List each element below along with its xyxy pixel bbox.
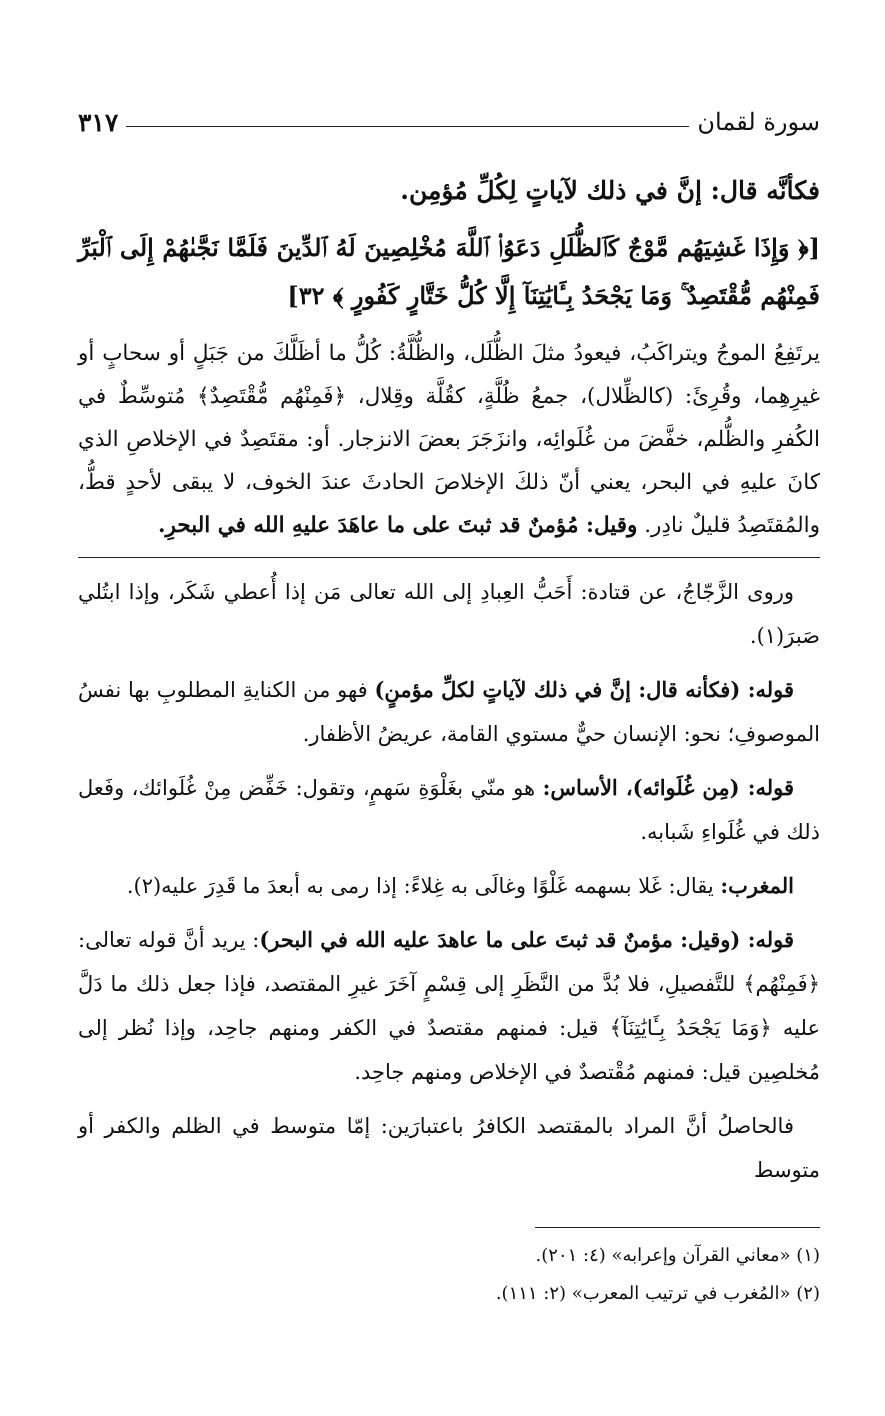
tafsir-text: يرتَفِعُ الموجُ ويتراكَبُ، فيعودُ مثلَ الظُّلَل، والظُّلَّةُ: كُلُّ ما أظَلَّكَ من جَبَلٍ أو سحابٍ أو غيرِهِما، وقُرِئَ: (كالظِّلال)، جمعُ ظُلَّةٍ، كقُلَّة وقِلال، ﴿فَمِنْهُم مُّقْتَصِدٌ﴾ مُتوسِّطٌ في الكُفرِ والظُّلم، خفَّضَ من غُلَوائِه، وانزَجَرَ بعضَ الانزجار. أو: مقتَصِدٌ في الإخلاصِ الذي كانَ عليهِ في البحر، يعني أنّ ذلكَ الإخلاصَ الحادثَ عندَ الخوف، لا يبقى لأحدٍ قطُّ، والمُقتَصِدُ قليلٌ نادِر. — [78, 341, 820, 538]
quran-verse: [﴿ وَإِذَا غَشِيَهُم مَّوْجٌ كَٱلظُّلَلِ دَعَوُا۟ ٱللَّهَ مُخْلِصِينَ لَهُ ٱلدِّينَ فَلَمَّا نَجَّىٰهُمْ إِلَى ٱلْبَرِّ فَمِنْهُم مُّقْتَصِدٌ ۚ وَمَا يَجْحَدُ بِـَٔايَٰتِنَآ إِلَّا كُلُّ خَتَّارٍ كَفُورٍ ﴾ ٣٢] — [78, 233, 820, 310]
sharh-text: وروى الزَّجّاجُ، عن قتادة: أَحَبُّ العِبادِ إلى الله تعالى مَن إذا أُعطي شَكَر، وإذا ابتُلي صَبرَ(١). — [78, 580, 820, 648]
footnote-2: (٢) «المُغرب في ترتيب المعرب» (٢: ١١١). — [495, 1283, 820, 1304]
footnote-rule — [535, 1227, 820, 1228]
surah-title: سورة لقمان — [697, 108, 820, 136]
sharh-paragraph — [78, 918, 820, 1094]
sharh-section — [78, 570, 820, 1192]
book-page — [78, 0, 820, 1416]
sharh-paragraph — [78, 1104, 820, 1192]
section-divider — [78, 557, 820, 558]
sharh-lead: قوله: (فكأنه قال: إنَّ في ذلك لآياتٍ لكلِّ مؤمنٍ) — [374, 677, 794, 702]
sharh-paragraph — [78, 570, 820, 658]
sharh-lead: قوله: (وقيل: مؤمنٌ قد ثبتَ على ما عاهدَ عليه الله في البحر) — [259, 927, 794, 952]
footnote-1: (١) «معاني القرآن وإعرابه» (٤: ٢٠١). — [535, 1245, 820, 1266]
sharh-text: : يريد أنَّ قوله تعالى: ﴿فَمِنْهُم﴾ للتَّفصيلِ، فلا بُدَّ من النَّظَرِ إلى قِسْمٍ آخَرَ غيرِ المقتصد، فإذا جعل ذلك ما دَلَّ عليه ﴿وَمَا يَجْحَدُ بِـَٔايَٰتِنَآ﴾ قيل: فمنهم مقتصدٌ في الكفر ومنهم جاحِد، وإذا نُظر إلى مُخلصِين قيل: فمنهم مُقْتصدٌ في الإخلاص ومنهم جاحِد. — [78, 928, 820, 1084]
sharh-paragraph — [78, 766, 820, 854]
tafsir-bold-text: وقيل: مُؤمنٌ قد ثبتَ على ما عاهَدَ عليهِ الله في البحرِ. — [158, 513, 638, 538]
footnotes — [78, 1240, 820, 1316]
sharh-lead: قوله: (مِن غُلَوائه)، الأساس: — [542, 775, 794, 800]
sharh-text: يقال: غَلا بسهمه غَلْوًا وغالَى به غِلاءً: إذا رمى به أبعدَ ما قَدِرَ عليه(٢). — [126, 874, 721, 898]
sharh-text: هو منّي بغَلْوَةِ سَهمٍ، وتقول: خَفِّض مِنْ غُلَوائك، وفَعل ذلك في غُلَواءِ شَبابه. — [78, 776, 820, 844]
header-rule — [126, 126, 689, 127]
sharh-lead: المغرب: — [720, 873, 794, 898]
page-number: ٣١٧ — [78, 107, 119, 137]
running-header — [78, 100, 820, 144]
sharh-paragraph — [78, 864, 820, 908]
sharh-text: فهو من الكنايةِ المطلوبِ بها نفسُ الموصوفِ؛ نحو: الإنسان حيٌّ مستوي القامة، عريضُ الأظفار. — [78, 678, 820, 746]
sharh-paragraph — [78, 668, 820, 756]
lead-sentence: فكأنَّه قال: إنَّ في ذلك لآياتٍ لِكُلِّ مُؤمِن. — [400, 176, 820, 205]
sharh-text: فالحاصلُ أنَّ المراد بالمقتصد الكافرُ باعتبارَين: إمّا متوسط في الظلم والكفر أو متوسط — [78, 1114, 820, 1182]
page-body — [78, 172, 820, 1202]
tafsir-paragraph — [78, 332, 820, 547]
